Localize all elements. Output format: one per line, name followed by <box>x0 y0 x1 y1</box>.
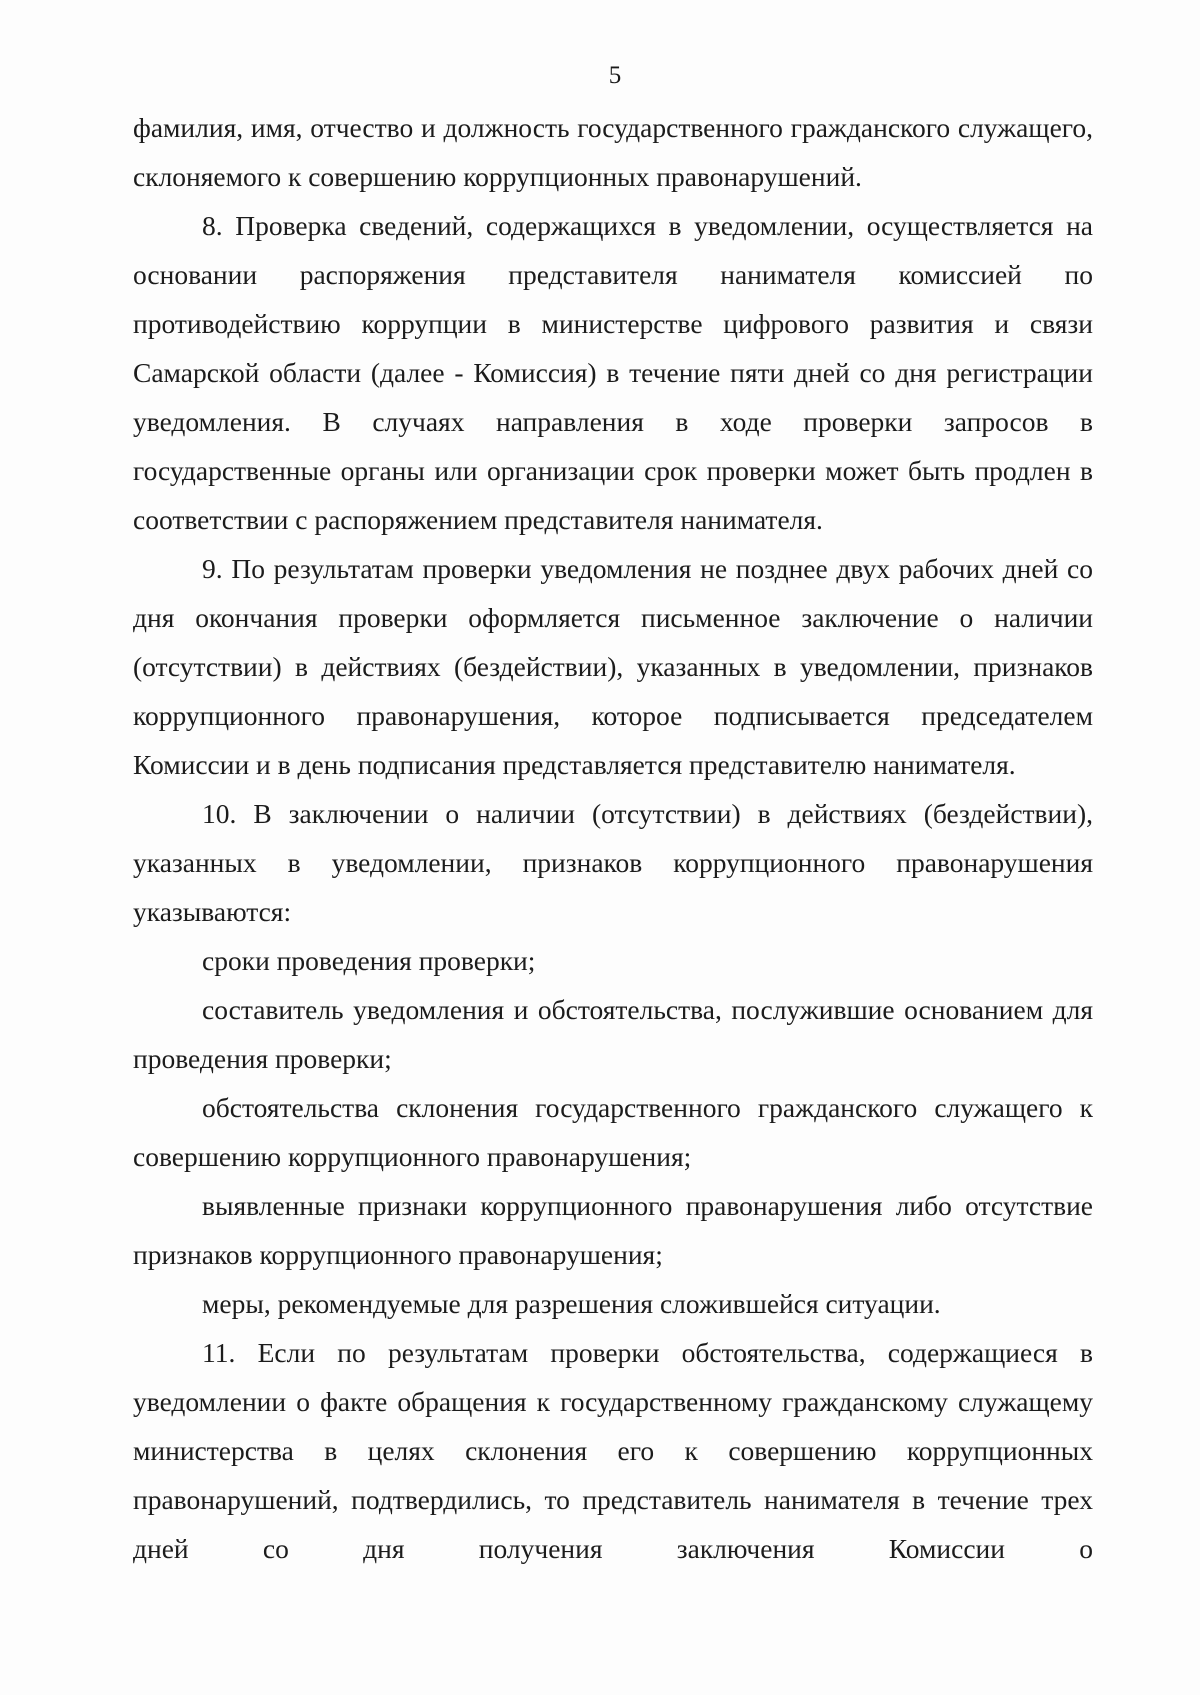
paragraph-item-11: 11. Если по результатам проверки обстоятельства, содержащиеся в уведомлении о факте обращения к государственному гражданскому служащему министерства в целях склонения его к совершению коррупционных правонарушений, подтвердились, то представитель нанимателя в течение трех дней со дня получения заключения Комиссии о <box>133 1337 1093 1564</box>
list-item-measures: меры, рекомендуемые для разрешения сложившейся ситуации. <box>202 1288 941 1319</box>
list-item-signs: выявленные признаки коррупционного правонарушения либо отсутствие признаков коррупционного правонарушения; <box>133 1190 1093 1270</box>
page-number: 5 <box>608 62 622 89</box>
paragraph-item-8: 8. Проверка сведений, содержащихся в уведомлении, осуществляется на основании распоряжения представителя нанимателя комиссией по противодействию коррупции в министерстве цифрового развития и связи Самарской области (далее - Комиссия) в течение пяти дней со дня регистрации уведомления. В случаях направления в ходе проверки запросов в государственные органы или организации срок проверки может быть продлен в соответствии с распоряжением представителя нанимателя. <box>133 210 1093 535</box>
list-item-terms: сроки проведения проверки; <box>202 945 536 976</box>
list-item-circumstances: обстоятельства склонения государственного гражданского служащего к совершению коррупционного правонарушения; <box>133 1092 1093 1172</box>
paragraph-item-9: 9. По результатам проверки уведомления не позднее двух рабочих дней со дня окончания проверки оформляется письменное заключение о наличии (отсутствии) в действиях (бездействии), указанных в уведомлении, признаков коррупционного правонарушения, которое подписывается председателем Комиссии и в день подписания представляется представителю нанимателя. <box>133 553 1093 780</box>
paragraph-continuation: фамилия, имя, отчество и должность государственного гражданского служащего, склоняемого к совершению коррупционных правонарушений. <box>133 112 1093 192</box>
list-item-author: составитель уведомления и обстоятельства, послужившие основанием для проведения проверки; <box>133 994 1093 1074</box>
document-body <box>133 103 1093 1573</box>
paragraph-item-10: 10. В заключении о наличии (отсутствии) в действиях (бездействии), указанных в уведомлении, признаков коррупционного правонарушения указываются: <box>133 798 1093 927</box>
